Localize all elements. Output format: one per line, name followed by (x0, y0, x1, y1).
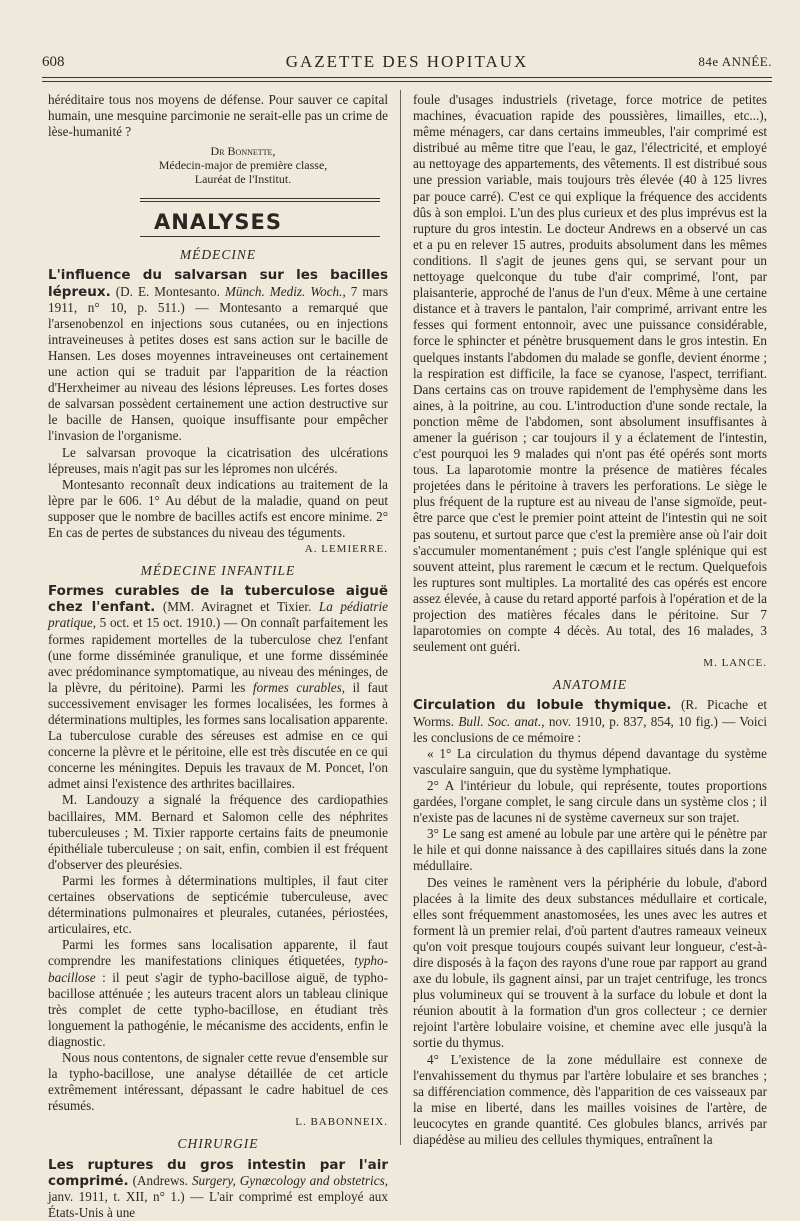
article-title: Circulation du lobule thymique. (413, 697, 672, 714)
journal-year: 84e ANNÉE. (698, 54, 772, 69)
paragraph: 2° A l'intérieur du lobule, qui représente, toutes proportions gardées, l'organe complet, le sang circule dans un système clos ; il n'existe pas de lacunes ni de système caverneux sur son trajet. (413, 777, 767, 826)
author-role: Médecin-major de première classe, (158, 158, 328, 173)
paragraph: foule d'usages industriels (rivetage, force motrice de petites machines, évacuation rapide des poussières, limailles, etc...), même ménagers, car dans certains immeubles, l'air comprimé est distribué au même titre que l'eau, le gaz, l'électricité, et employé au nettoyage des appartements, des vêtements. Il est distribué sous une pression variable, mais toujours très élevée (40 à 125 livres par pouce carré). C'est ce qui explique la fréquence des accidents dûs à son emploi. L'un des plus curieux et des plus imprévus est la rupture du gros intestin. Le docteur Andrews en a observé un cas et a pu en relever 15 autres, produits absolument dans les mêmes conditions. Il s'agit de jeunes gens qui, se servant pour un nettoyage quelconque du tube d'air comprimé, l'ont, par plaisanterie, approché de l'anus de l'un d'eux. Même à une certaine distance et à travers le pantalon, l'air comprimé, arrivant entre les fesses qui forment entonnoir, avec une puissance considérable, force le sphincter et pénètre brusquement dans le gros intestin. En quelques instants l'abdomen du malade se gonfle, devient énorme ; la respiration est difficile, la face se cyanose, l'aspect, terrifiant. Dans certains cas on trouve rapidement de l'emphysème dans les aines, à la poitrine, au cou. L'introduction d'une sonde rectale, la ponction même de l'abdomen, sont absolument insuffisantes à amener la guérison ; car toujours il y a éclatement de l'intestin, c'est pourquoi les 9 malades qui n'ont pas été opérés sont morts tous. La laparotomie montre la présence de matières fécales projetées dans le péritoine à travers les perforations. Le siège le plus fréquent de la rupture est au niveau de l'anse sigmoïde, peut-être parce que c'est le premier point atteint de l'intestin qui ne soit pas soutenu, et surtout parce que c'est la première anse où l'air doit s'accumuler momentanément ; puis c'est l'angle splénique qui est souvent atteint, plus rarement le cæcum et le rectum. Quelquefois les ruptures sont multiples. La mortalité des cas opérés est encore assez élevée, à cause du retard apporté parfois à l'opération et de la projection des matières fécales dans le péritoine. Sur 7 laparotomies on compte 4 décès. Au total, des 16 malades, 3 seulement ont guéri. (413, 92, 767, 655)
journal-title: GAZETTE DES HOPITAUX (285, 52, 529, 71)
signature: M. LANCE. (703, 657, 767, 670)
subhead-anatomie: ANATOMIE (553, 677, 627, 693)
paragraph: Nous nous contentons, de signaler cette revue d'ensemble sur la typho-bacillose, une analyse détaillée de cet article extrêmement intéressant, dépassant le cadre habituel de ces résumés. (48, 1049, 388, 1114)
subhead-medecine-infantile: MÉDECINE INFANTILE (140, 563, 296, 579)
paragraph: Montesanto reconnaît deux indications au traitement de la lèpre par le 606. 1° Au début de la maladie, quand on peut supposer que le nombre de bacilles actifs est encore minime. 2° En cas de pertes de substances du niveau des téguments. (48, 476, 388, 540)
subhead-chirurgie: CHIRURGIE (177, 1136, 259, 1152)
left-column (48, 92, 388, 1221)
paragraph: Des veines le ramènent vers la périphérie du lobule, d'abord placées à la limite des deux substances médullaire et corticale, elles sont fréquemment anastomosées, les unes avec les autres et forment là un premier relai, d'où partent d'autres rameaux veineux qu'on voit presque toujours coupés suivant leur longueur, c'est-à-dire disposés à la façon des rayons d'une roue par rapport au grand axe du lobule, ils gagnent ainsi, par un trajet centrifuge, les troncs plus volumineux qui se trouvent à la surface du lobule et dont la réunion aboutit à la formation d'un gros collecteur ; ce dernier rejoint l'artère lobulaire voisine, et chemine avec elle jusqu'à la sortie du thymus. (413, 874, 767, 1051)
section-title: ANALYSES (154, 210, 282, 235)
header-rule (42, 77, 772, 78)
section-rule-top (140, 198, 380, 202)
author-block (98, 144, 388, 186)
signature: A. LEMIERRE. (304, 543, 388, 556)
author-title: Lauréat de l'Institut. (194, 172, 292, 187)
section-rule-bottom (140, 236, 380, 237)
article-thymus: Circulation du lobule thymique. (R. Picache et Worms. Bull. Soc. anat., nov. 1910, p. 837, 854, 10 fig.) — Voici les conclusions de ce mémoire : (413, 697, 768, 745)
column-separator (400, 90, 401, 1145)
journal-name: Surgery, Gynæcology and obstetrics (191, 1172, 385, 1188)
journal-name: Bull. Soc. anat. (458, 713, 542, 729)
author-name: Dr Bonnette, (210, 144, 276, 159)
running-header (42, 50, 772, 76)
article-salvarsan: L'influence du salvarsan sur les bacilles lépreux. (D. E. Montesanto. Münch. Mediz. Woch., 7 mars 1911, n° 10, p. 511.) — Montesanto a remarqué que l'arsenobenzol en injections sous cutanées, ou en injections intraveineuses à petites doses est sans action sur le bacille de Hansen. Les doses moyennes intraveineuses ont certainement une action qui se traduit par l'apparition de la réaction d'Herxheimer au niveau des lésions lépreuses. Les fortes doses de salvarsan possèdent certainement une action destructive sur le bacille de Hansen, quoique insuffisante pour empêcher l'invasion de l'organisme. (48, 267, 388, 444)
article-title: Formes curables de la tuberculose aiguë chez l'enfant. (48, 583, 388, 616)
intro-paragraph: héréditaire tous nos moyens de défense. Pour sauver ce capital humain, une mesquine parcimonie ne serait-elle pas un crime de lèse-humanité ? (48, 92, 388, 140)
paragraph: « 1° La circulation du thymus dépend davantage du système vasculaire sanguin, que du système lymphatique. (413, 745, 767, 777)
header-rule-secondary (42, 81, 772, 82)
article-tuberculose: Formes curables de la tuberculose aiguë chez l'enfant. (MM. Aviragnet et Tixier. La pédiatrie pratique, 5 oct. et 15 oct. 1910.) — On connaît parfaitement les formes rapidement mortelles de la tuberculose chez l'enfant (une forme disséminée granulique, et une forme disséminée avec prédominance symptomatique, au niveau des méninges, de la plèvre, du péritoine). Parmi les formes curables, il faut successivement envisager les formes localisées, les formes à déterminations multiples, les formes sans localisation apparente. La tuberculose curable des séreuses est admise en ce qui concerne la plèvre et le péritoine, elle est très discutée en ce qui concerne les méningites. Depuis les travaux de M. Poncet, l'on admet ainsi l'existence des arthrites bacillaires. (48, 583, 388, 792)
paragraph: Parmi les formes à déterminations multiples, il faut citer certaines observations de septicémie tuberculeuse, avec déterminations pulmonaires et pleurales, cutanées, périostées, articulaires, etc. (48, 872, 388, 937)
paragraph: Le salvarsan provoque la cicatrisation des ulcérations lépreuses, mais n'agit pas sur les lépromes non ulcérés. (48, 444, 388, 476)
paragraph: 4° L'existence de la zone médullaire est connexe de l'envahissement du thymus par l'artère lobulaire et ses branches ; sa différenciation commence, dès l'apparition de ces vaisseaux par la mise en liberté, dans les mailles voisines de l'artère, de leucocytes en grande quantité. Ces globules blancs, arrivés par diapédèse au milieu des cellules thymiques, entraînent la (413, 1051, 767, 1147)
journal-name: Münch. Mediz. Woch. (224, 283, 343, 299)
paragraph: 3° Le sang est amené au lobule par une artère qui le pénètre par le hile et qui donne naissance à des capillaires situés dans la zone médullaire. (413, 826, 767, 874)
journal-name: La pédiatrie pratique (48, 599, 388, 631)
right-column (413, 92, 767, 1148)
article-title: L'influence du salvarsan sur les bacilles lépreux. (48, 267, 388, 300)
paragraph: Parmi les formes sans localisation apparente, il faut comprendre les manifestations cliniques étiquetées, typho-bacillose : il peut s'agir de typho-bacillose aiguë, de typho-bacillose atténuée ; les auteurs tracent alors un tableau clinique très complet de cette typho-bacillose, en étudiant très longuement la pathogénie, le mécanisme des accidents, enfin le diagnostic. (48, 937, 388, 1049)
subhead-medecine: MÉDECINE (179, 247, 257, 263)
article-title: Les ruptures du gros intestin par l'air comprimé. (48, 1156, 388, 1189)
page-number: 608 (42, 54, 65, 70)
signature: L. BABONNEIX. (295, 1116, 388, 1129)
article-ruptures: Les ruptures du gros intestin par l'air comprimé. (Andrews. Surgery, Gynæcology and obstetrics, janv. 1911, t. XII, n° 1.) — L'air comprimé est employé aux États-Unis à une (48, 1156, 388, 1220)
paragraph: M. Landouzy a signalé la fréquence des cardiopathies bacillaires, MM. Bernard et Salomon celle des néphrites tuberculeuses ; M. Tixier rapporte certains faits de pneumonie épithéliale tuberculeuse ; on sait, enfin, combien il est fréquent d'observer des pleurésies. (48, 792, 388, 872)
